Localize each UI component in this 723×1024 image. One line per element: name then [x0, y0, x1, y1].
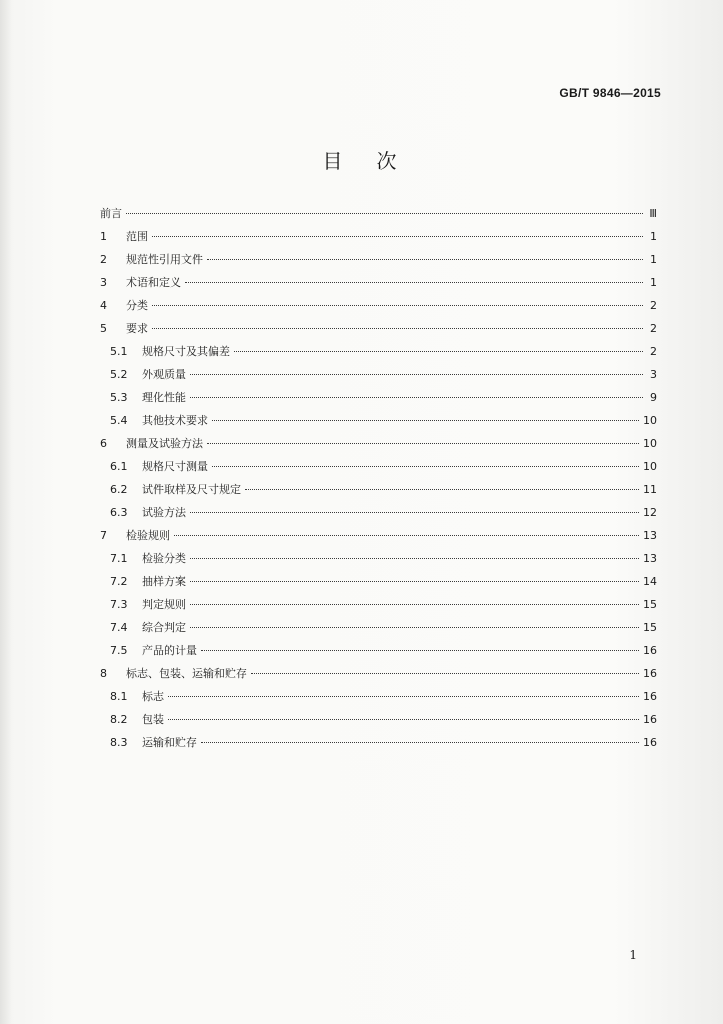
toc-entry[interactable]	[100, 458, 657, 481]
toc-entry-number: 8.1	[110, 690, 128, 703]
page-title: 目次	[322, 149, 431, 173]
toc-leader-dots	[190, 627, 639, 628]
toc-entry-page: 13	[643, 529, 657, 542]
toc-entry-label: 判定规则	[142, 598, 186, 611]
toc-entry[interactable]	[100, 596, 657, 619]
toc-entry[interactable]	[100, 573, 657, 596]
toc-entry-label: 检验规则	[126, 529, 170, 542]
standard-number: GB/T 9846—2015	[559, 86, 661, 100]
toc-leader-dots	[207, 443, 639, 444]
toc-entry-number: 5.1	[110, 345, 128, 358]
toc-entry-number: 5	[100, 322, 107, 335]
toc-entry-page: 1	[650, 253, 657, 266]
toc-entry-page: 16	[643, 644, 657, 657]
toc-entry[interactable]	[100, 274, 657, 297]
toc-entry-page: 2	[650, 299, 657, 312]
toc-entry[interactable]	[100, 481, 657, 504]
toc-entry-label: 前言	[100, 207, 122, 220]
toc-entry-number: 6.1	[110, 460, 128, 473]
toc-entry-label: 综合判定	[142, 621, 186, 634]
toc-entry-page: 15	[643, 598, 657, 611]
toc-entry-number: 7.3	[110, 598, 128, 611]
toc-entry-page: 3	[650, 368, 657, 381]
toc-entry-label: 分类	[126, 299, 148, 312]
toc-leader-dots	[212, 420, 639, 421]
toc-entry[interactable]	[100, 205, 657, 228]
toc-entry-page: 14	[643, 575, 657, 588]
toc-entry[interactable]	[100, 550, 657, 573]
toc-entry-number: 1	[100, 230, 107, 243]
toc-entry[interactable]	[100, 665, 657, 688]
toc-entry-label: 试件取样及尺寸规定	[142, 483, 241, 496]
toc-leader-dots	[168, 696, 639, 697]
toc-entry-number: 5.4	[110, 414, 128, 427]
toc-entry-number: 7.4	[110, 621, 128, 634]
toc-entry-number: 6.2	[110, 483, 128, 496]
toc-leader-dots	[201, 650, 639, 651]
toc-leader-dots	[174, 535, 639, 536]
toc-leader-dots	[126, 213, 643, 214]
toc-leader-dots	[190, 374, 643, 375]
toc-leader-dots	[190, 604, 639, 605]
toc-leader-dots	[190, 397, 643, 398]
toc-entry-number: 8	[100, 667, 107, 680]
toc-entry-number: 8.3	[110, 736, 128, 749]
toc-entry[interactable]	[100, 320, 657, 343]
toc-entry-page: 2	[650, 322, 657, 335]
toc-entry[interactable]	[100, 504, 657, 527]
toc-leader-dots	[152, 236, 643, 237]
toc-entry-number: 5.3	[110, 391, 128, 404]
toc-entry[interactable]	[100, 619, 657, 642]
toc-leader-dots	[201, 742, 639, 743]
toc-entry-page: 16	[643, 690, 657, 703]
toc-entry-number: 7.2	[110, 575, 128, 588]
toc-entry-label: 标志、包装、运输和贮存	[126, 667, 247, 680]
toc-entry-label: 产品的计量	[142, 644, 197, 657]
toc-entry-number: 2	[100, 253, 107, 266]
page-number: 1	[629, 948, 637, 962]
toc-entry-page: 1	[650, 276, 657, 289]
toc-entry-label: 规范性引用文件	[126, 253, 203, 266]
toc-entry-page: 10	[643, 460, 657, 473]
toc-entry-page: 16	[643, 667, 657, 680]
toc-entry[interactable]	[100, 412, 657, 435]
toc-entry-number: 5.2	[110, 368, 128, 381]
toc-entry[interactable]	[100, 527, 657, 550]
toc-entry-page: 11	[643, 483, 657, 496]
toc-entry[interactable]	[100, 343, 657, 366]
toc-entry[interactable]	[100, 251, 657, 274]
toc-entry-page: 12	[643, 506, 657, 519]
toc-entry-page: 13	[643, 552, 657, 565]
toc-entry[interactable]	[100, 642, 657, 665]
toc-entry-number: 4	[100, 299, 107, 312]
toc-leader-dots	[190, 558, 639, 559]
toc-entry-label: 试验方法	[142, 506, 186, 519]
toc-entry-label: 抽样方案	[142, 575, 186, 588]
toc-leader-dots	[190, 512, 639, 513]
toc-entry-label: 标志	[142, 690, 164, 703]
toc-leader-dots	[152, 328, 643, 329]
toc-entry[interactable]	[100, 435, 657, 458]
toc-entry-page: 10	[643, 437, 657, 450]
toc-entry-page: 16	[643, 736, 657, 749]
toc-entry-number: 3	[100, 276, 107, 289]
toc-entry-label: 外观质量	[142, 368, 186, 381]
toc-entry[interactable]	[100, 389, 657, 412]
toc-entry-label: 其他技术要求	[142, 414, 208, 427]
toc-entry-label: 术语和定义	[126, 276, 181, 289]
toc-entry-label: 要求	[126, 322, 148, 335]
toc-entry-label: 规格尺寸及其偏差	[142, 345, 230, 358]
toc-entry-page: 16	[643, 713, 657, 726]
toc-leader-dots	[212, 466, 639, 467]
toc-entry-number: 7.1	[110, 552, 128, 565]
toc-leader-dots	[190, 581, 639, 582]
toc-leader-dots	[245, 489, 639, 490]
toc-entry-number: 7	[100, 529, 107, 542]
toc-leader-dots	[152, 305, 643, 306]
toc-entry-number: 8.2	[110, 713, 128, 726]
toc-entry[interactable]	[100, 228, 657, 251]
toc-entry[interactable]	[100, 688, 657, 711]
toc-entry-page: 10	[643, 414, 657, 427]
toc-entry-label: 测量及试验方法	[126, 437, 203, 450]
toc-entry-number: 6	[100, 437, 107, 450]
toc-entry-page: 9	[650, 391, 657, 404]
toc-entry-page: 2	[650, 345, 657, 358]
toc-entry-label: 范围	[126, 230, 148, 243]
toc-entry-label: 检验分类	[142, 552, 186, 565]
toc-entry[interactable]	[100, 711, 657, 734]
toc-entry[interactable]	[100, 366, 657, 389]
toc-leader-dots	[207, 259, 643, 260]
toc-entry-label: 规格尺寸测量	[142, 460, 208, 473]
toc-leader-dots	[234, 351, 643, 352]
toc-entry-page: Ⅲ	[649, 207, 657, 220]
table-of-contents	[100, 205, 657, 757]
toc-leader-dots	[251, 673, 639, 674]
toc-entry-number: 6.3	[110, 506, 128, 519]
toc-entry-label: 运输和贮存	[142, 736, 197, 749]
toc-entry-page: 1	[650, 230, 657, 243]
toc-entry-number: 7.5	[110, 644, 128, 657]
toc-leader-dots	[168, 719, 639, 720]
toc-leader-dots	[185, 282, 643, 283]
toc-entry[interactable]	[100, 734, 657, 757]
toc-entry-page: 15	[643, 621, 657, 634]
toc-entry-label: 包装	[142, 713, 164, 726]
toc-entry[interactable]	[100, 297, 657, 320]
toc-entry-label: 理化性能	[142, 391, 186, 404]
